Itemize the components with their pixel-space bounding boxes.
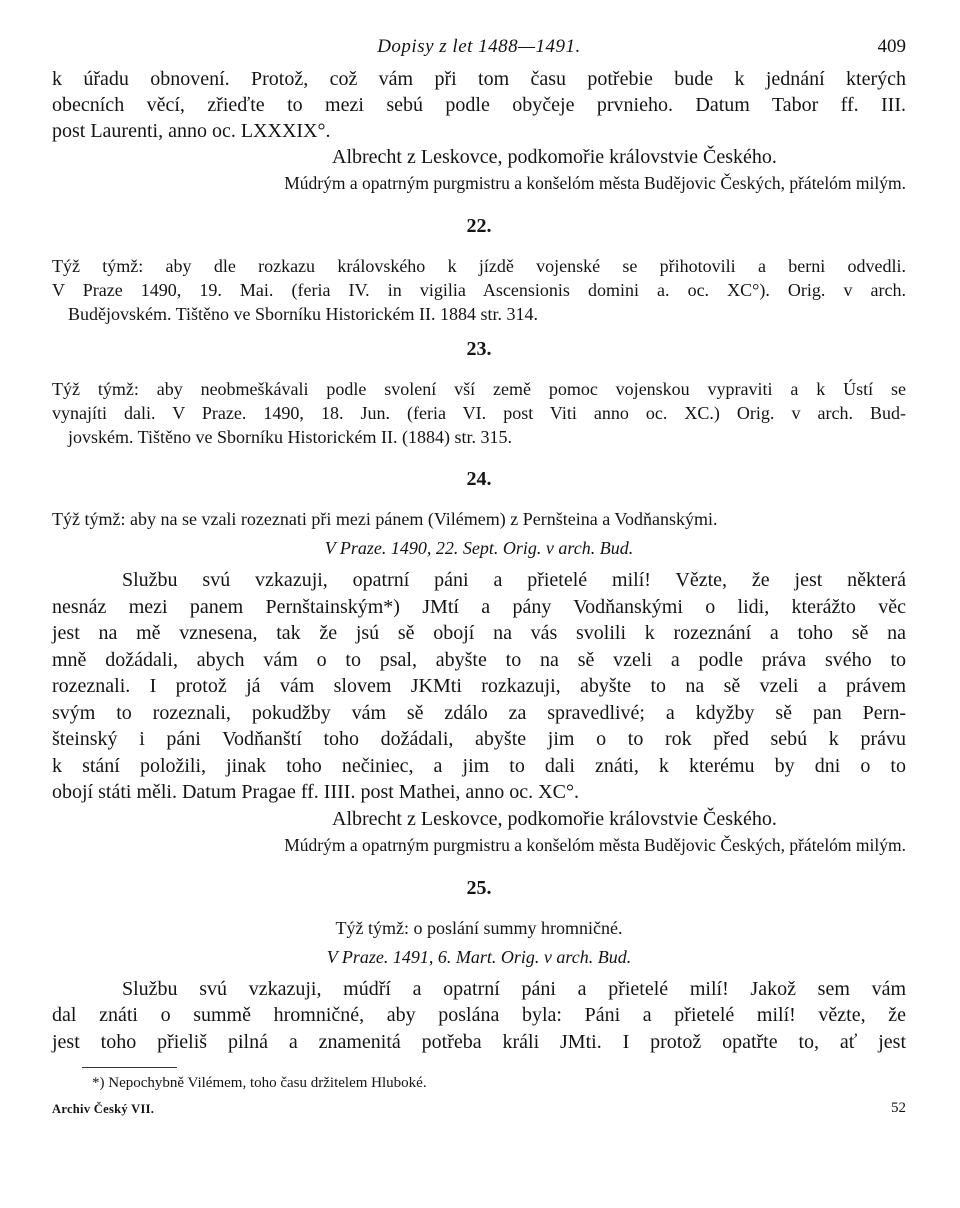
letter-body (52, 976, 906, 1056)
regest-line: jovském. Tištěno ve Sborníku Historickém II. (1884) str. 315. (68, 427, 512, 447)
text-line: svým to rozeznali, pokudžby vám sě zdálo za spravedlivé; a kdyžby sě pan Pern- (52, 701, 906, 724)
text-line: rozeznali. I protož já vám slovem JKMti rozkazuji, abyšte to na sě vzeli a právem (52, 675, 906, 697)
regest-line: Týž týmž: aby na se vzali rozeznati při mezi pánem (Vilémem) z Pernšteina a Vodňanskými. (52, 509, 718, 529)
text-line: obojí státi měli. Datum Pragae ff. IIII. post Mathei, anno oc. XC°. (52, 781, 579, 803)
regest-line: V Praze 1490, 19. Mai. (feria IV. in vigilia Ascensionis domini a. oc. XC°). Orig. v arch. (52, 280, 906, 300)
signature-mark: 52 (891, 1100, 906, 1116)
document-23 (52, 336, 906, 449)
regest-line: vynajíti dali. V Praze. 1490, 18. Jun. (feria VI. post Viti anno oc. XC.) Orig. v arch. Bud- (52, 403, 906, 423)
document-number: 22. (466, 215, 492, 237)
text-line: k stání položili, jinak toho nečiniec, a jim to dali znáti, k kterému by dni o to (52, 754, 906, 777)
text-line: Službu svú vzkazuji, múdří a opatrní páni a přietelé milí! Jakož sem vám (122, 977, 906, 1000)
text-line: post Laurenti, anno oc. LXXXIX°. (52, 120, 331, 142)
text-line: Službu svú vzkazuji, opatrní páni a přietelé milí! Vězte, že jest některá (122, 569, 906, 591)
text-line: šteinský i páni Vodňanští toho dožádali, abyšte jim o to rok před sebú k právu (52, 728, 906, 750)
address: Múdrým a opatrným purgmistru a konšelóm města Budějovic Českých, přátelóm milým. (284, 834, 906, 855)
document-24 (52, 466, 906, 858)
dateline: V Praze. 1491, 6. Mart. Orig. v arch. Bud. (326, 946, 632, 967)
page-header (52, 36, 906, 66)
footer-signature: Archiv Český VII. (52, 1102, 155, 1116)
text-line: k úřadu obnovení. Protož, což vám při tom času potřebie bude k jednání kterých (52, 68, 906, 90)
text-line: jest na mě vznesena, tak že jsú sě obojí na vás svolili k rozeznání a toho sě na (52, 622, 906, 644)
page-footer (52, 1100, 906, 1120)
regest-line: Týž týmž: o poslání summy hromničné. (335, 917, 623, 938)
page-number: 409 (877, 36, 906, 57)
document-25 (52, 875, 906, 1056)
address: Múdrým a opatrným purgmistru a konšelóm města Budějovic Českých, přátelóm milým. (284, 173, 906, 193)
text-line: jest toho přieliš pilná a znamenitá potřeba králi JMti. I protož opatřte to, ať jest (52, 1030, 906, 1053)
intro-text (52, 66, 906, 196)
document-number: 24. (466, 468, 492, 490)
text-line: mně dožádali, abych vám o to psal, abyšte to na sě vzeli a podle práva svého to (52, 648, 906, 671)
regest-line: Budějovském. Tištěno ve Sborníku Historickém II. 1884 str. 314. (68, 304, 538, 324)
regest-line: Týž týmž: aby neobmeškávali podle svolení vší země pomoc vojenskou vypraviti a k Ústí se (52, 379, 906, 399)
dateline: V Praze. 1490, 22. Sept. Orig. v arch. Bud. (324, 538, 634, 558)
text-line: dal znáti o summě hromničné, aby poslána byla: Páni a přietelé milí! vězte, že (52, 1004, 906, 1026)
document-number: 25. (466, 876, 492, 899)
text-line: obecních věcí, zřieďte to mezi sebú podle obyčeje prvnieho. Datum Tabor ff. III. (52, 94, 906, 116)
footnote-divider (82, 1067, 177, 1068)
signature: Albrecht z Leskovce, podkomořie královstvie Českého. (332, 807, 777, 830)
letter-body (52, 567, 906, 806)
signature: Albrecht z Leskovce, podkomořie královstvie Českého. (332, 146, 777, 168)
document-number: 23. (466, 338, 492, 360)
regest-line: Týž týmž: aby dle rozkazu královského k jízdě vojenské se přihotovili a berni odvedli. (52, 256, 906, 276)
document-22 (52, 213, 906, 326)
running-title: Dopisy z let 1488—1491. (377, 36, 581, 57)
document-page (52, 36, 906, 1120)
text-line: nesnáz mezi panem Pernštainským*) JMtí a pány Vodňanskými o lidi, kterážto věc (52, 595, 906, 618)
footnote: *) Nepochybně Vilémem, toho času držitelem Hluboké. (92, 1075, 427, 1091)
